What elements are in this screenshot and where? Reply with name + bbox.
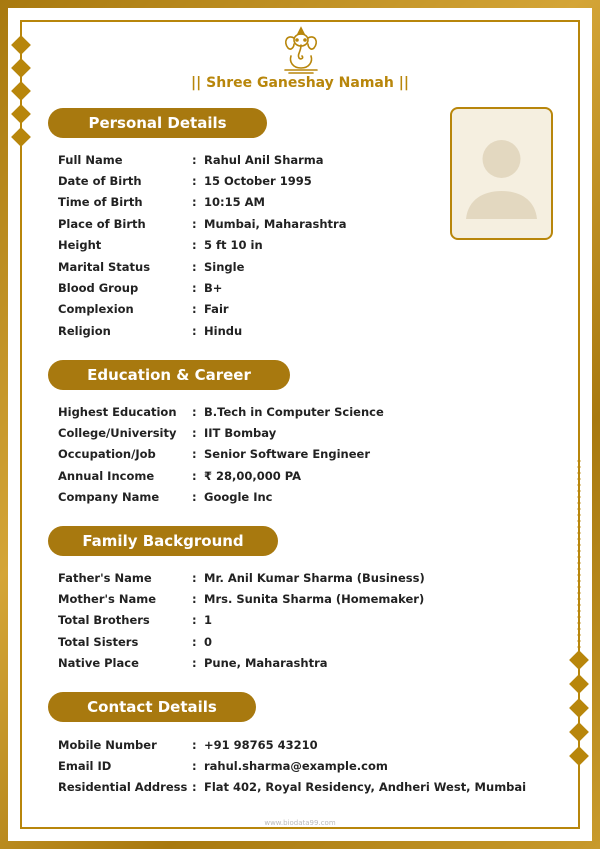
- detail-row: [58, 256, 346, 277]
- detail-row: [58, 610, 425, 631]
- row-label: Blood Group: [58, 281, 139, 296]
- row-label: Complexion: [58, 302, 134, 317]
- row-label: Total Sisters: [58, 634, 139, 649]
- detail-row: [58, 444, 384, 465]
- row-label: Height: [58, 238, 102, 253]
- detail-row: [58, 401, 384, 422]
- row-value: ₹ 28,00,000 PA: [204, 468, 302, 483]
- row-value: rahul.sharma@example.com: [204, 759, 388, 774]
- row-label: Mobile Number: [58, 737, 157, 752]
- row-colon: :: [192, 613, 197, 628]
- detail-row: [58, 422, 384, 443]
- row-colon: :: [192, 174, 197, 189]
- row-label: Mother's Name: [58, 592, 157, 607]
- detail-row: [58, 631, 425, 652]
- row-value: B.Tech in Computer Science: [204, 404, 384, 419]
- row-colon: :: [192, 656, 197, 671]
- row-colon: :: [192, 238, 197, 253]
- row-value: Hindu: [204, 323, 243, 338]
- row-colon: :: [192, 281, 197, 296]
- section-title-contact: Contact Details: [48, 692, 256, 722]
- row-colon: :: [192, 216, 197, 231]
- row-label: Annual Income: [58, 468, 155, 483]
- row-colon: :: [192, 468, 197, 483]
- row-value: 15 October 1995: [204, 174, 312, 189]
- row-value: Mrs. Sunita Sharma (Homemaker): [204, 592, 425, 607]
- row-label: College/University: [58, 426, 177, 441]
- row-label: Company Name: [58, 490, 160, 505]
- section-title-family: Family Background: [48, 526, 278, 556]
- row-value: Mumbai, Maharashtra: [204, 216, 347, 231]
- detail-row: [58, 149, 346, 170]
- row-colon: :: [192, 490, 197, 505]
- row-colon: :: [192, 426, 197, 441]
- row-value: Rahul Anil Sharma: [204, 152, 324, 167]
- row-colon: :: [192, 634, 197, 649]
- contact-details-list: [58, 734, 526, 798]
- row-label: Email ID: [58, 759, 112, 774]
- row-value: 1: [204, 613, 213, 628]
- shree-ganeshay-title: || Shree Ganeshay Namah ||: [191, 75, 409, 91]
- row-value: +91 98765 43210: [204, 737, 318, 752]
- row-colon: :: [192, 737, 197, 752]
- row-colon: :: [192, 759, 197, 774]
- row-value: Mr. Anil Kumar Sharma (Business): [204, 570, 425, 585]
- row-value: Pune, Maharashtra: [204, 656, 328, 671]
- section-title-education: Education & Career: [48, 360, 290, 390]
- row-colon: :: [192, 447, 197, 462]
- detail-row: [58, 755, 526, 776]
- detail-row: [58, 487, 384, 508]
- footer-watermark: www.biodata99.com: [264, 819, 336, 827]
- row-label: Place of Birth: [58, 216, 146, 231]
- row-colon: :: [192, 404, 197, 419]
- row-label: Residential Address: [58, 780, 188, 795]
- user-avatar-icon: [452, 109, 551, 238]
- detail-row: [58, 567, 425, 588]
- detail-row: [58, 588, 425, 609]
- row-value: Senior Software Engineer: [204, 447, 371, 462]
- row-label: Total Brothers: [58, 613, 150, 628]
- row-value: Google Inc: [204, 490, 273, 505]
- row-colon: :: [192, 780, 197, 795]
- row-colon: :: [192, 195, 197, 210]
- row-colon: :: [192, 323, 197, 338]
- row-value: 10:15 AM: [204, 195, 265, 210]
- row-value: IIT Bombay: [204, 426, 277, 441]
- row-colon: :: [192, 592, 197, 607]
- biodata-page: [8, 8, 592, 841]
- row-label: Highest Education: [58, 404, 177, 419]
- detail-row: [58, 653, 425, 674]
- detail-row: [58, 465, 384, 486]
- row-colon: :: [192, 152, 197, 167]
- row-label: Time of Birth: [58, 195, 143, 210]
- row-label: Marital Status: [58, 259, 151, 274]
- row-value: 0: [204, 634, 213, 649]
- ganesha-icon: [279, 26, 323, 76]
- row-label: Father's Name: [58, 570, 152, 585]
- detail-row: [58, 734, 526, 755]
- row-value: B+: [204, 281, 223, 296]
- detail-row: [58, 277, 346, 298]
- profile-photo: [450, 107, 553, 240]
- detail-row: [58, 192, 346, 213]
- row-label: Full Name: [58, 152, 123, 167]
- row-value: Flat 402, Royal Residency, Andheri West, Mumbai: [204, 780, 527, 795]
- row-value: 5 ft 10 in: [204, 238, 263, 253]
- row-value: Single: [204, 259, 245, 274]
- section-title-personal: Personal Details: [48, 108, 267, 138]
- dotted-line: [577, 458, 581, 658]
- detail-row: [58, 170, 346, 191]
- row-value: Fair: [204, 302, 229, 317]
- detail-row: [58, 235, 346, 256]
- row-label: Occupation/Job: [58, 447, 156, 462]
- detail-row: [58, 213, 346, 234]
- detail-row: [58, 777, 526, 798]
- row-label: Native Place: [58, 656, 139, 671]
- family-background-list: [58, 567, 425, 674]
- row-colon: :: [192, 302, 197, 317]
- row-colon: :: [192, 570, 197, 585]
- row-colon: :: [192, 259, 197, 274]
- detail-row: [58, 320, 346, 341]
- row-label: Date of Birth: [58, 174, 142, 189]
- personal-details-list: [58, 149, 346, 342]
- education-career-list: [58, 401, 384, 508]
- detail-row: [58, 299, 346, 320]
- row-label: Religion: [58, 323, 111, 338]
